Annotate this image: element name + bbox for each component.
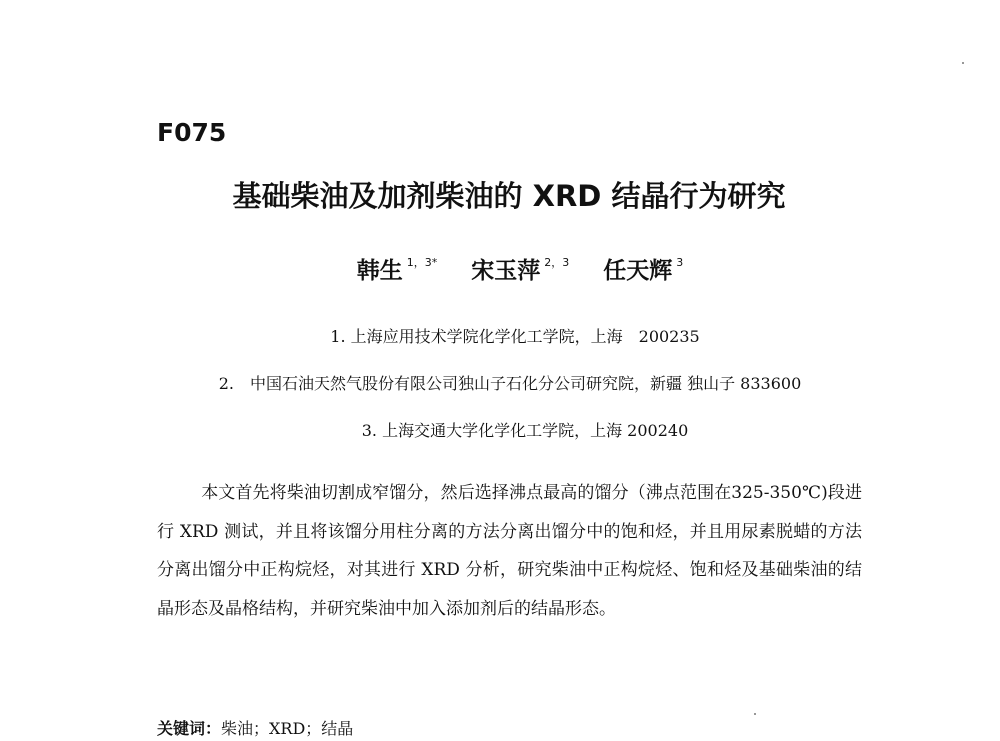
paper-title: 基础柴油及加剂柴油的 XRD 结晶行为研究: [232, 179, 786, 213]
affiliation-1: 1. 上海应用技术学院化学化工学院，上海 200235: [330, 327, 700, 346]
author-name: 任天辉: [603, 258, 673, 284]
keywords-text: 柴油；XRD；结晶: [221, 719, 354, 738]
keywords-label: 关键词：: [157, 719, 222, 738]
author-line: [0, 252, 1000, 285]
scan-speck: [962, 62, 964, 64]
author-affiliation-mark: 2，3: [544, 256, 570, 269]
author: [603, 258, 683, 284]
affiliation-3: 3. 上海交通大学化学化工学院，上海 200240: [361, 421, 689, 440]
affiliation-2: 2. 中国石油天然气股份有限公司独山子石化分公司研究院，新疆 独山子 833600: [218, 374, 802, 393]
scan-speck: [754, 713, 756, 715]
author: [357, 258, 438, 284]
author: [471, 258, 569, 284]
author-affiliation-mark: 3: [676, 256, 684, 269]
abstract-paragraph: 本文首先将柴油切割成窄馏分，然后选择沸点最高的馏分（沸点范围在325-350℃)段进行 XRD 测试，并且将该馏分用柱分离的方法分离出馏分中的饱和烃，并且用尿素脱蜡的方法分离出馏分中正构烷烃，对其进行 XRD 分析，研究柴油中正构烷烃、饱和烃及基础柴油的结晶形态及晶格结构，并研究柴油中加入添加剂后的结晶形态。: [157, 483, 862, 619]
author-affiliation-mark: 1，3*: [406, 256, 438, 269]
author-name: 韩生: [356, 258, 403, 284]
document-code: F075: [157, 118, 227, 147]
keywords-line: [157, 716, 353, 739]
author-name: 宋玉萍: [471, 258, 541, 284]
